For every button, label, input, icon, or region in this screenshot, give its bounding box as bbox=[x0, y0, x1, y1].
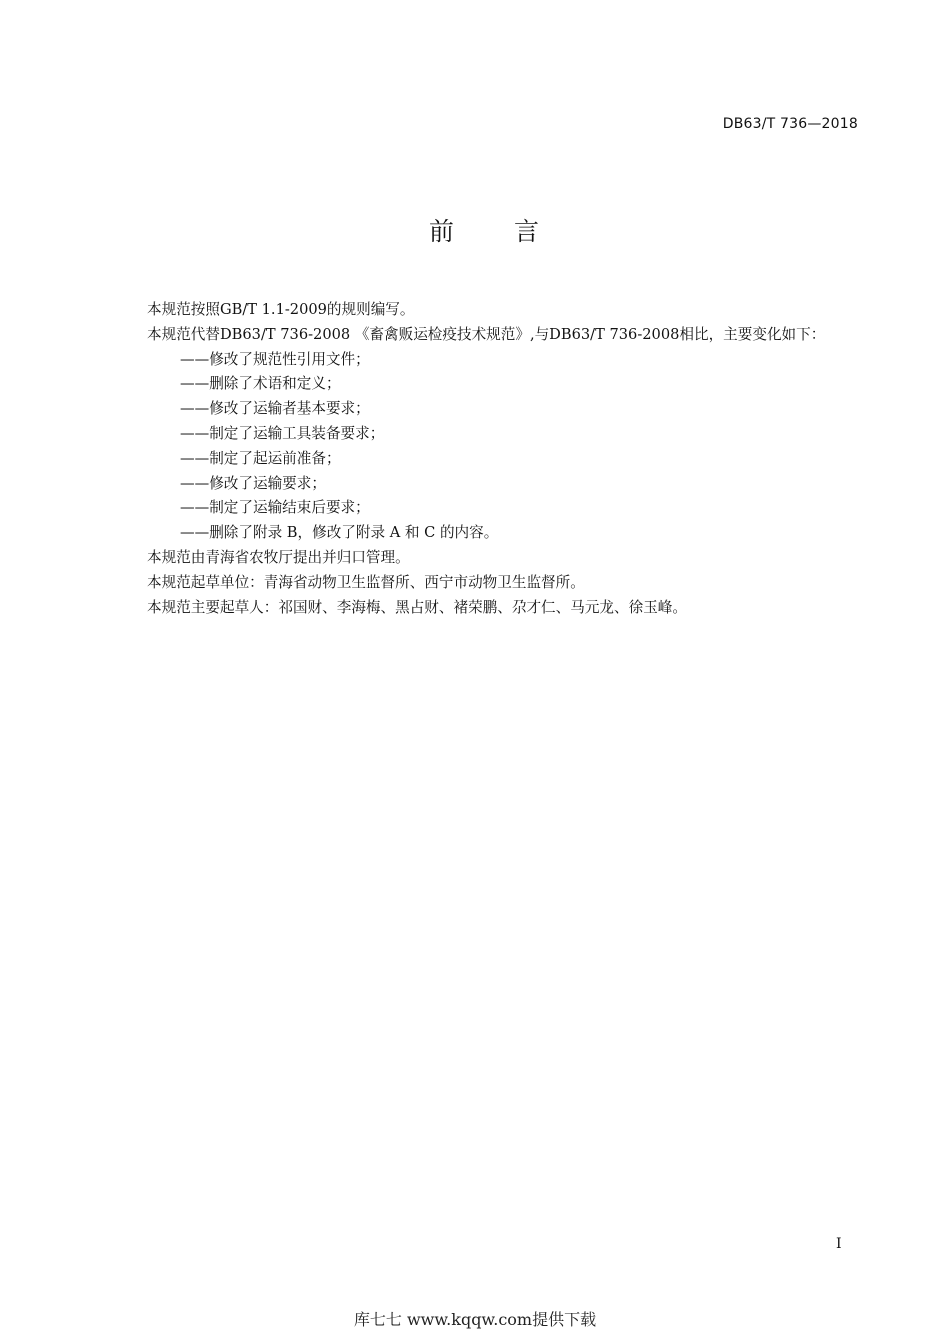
list-item: ——制定了运输工具装备要求； bbox=[180, 424, 385, 442]
title-char-1: 前 bbox=[428, 217, 456, 246]
list-item: ——修改了规范性引用文件； bbox=[180, 350, 370, 368]
paragraph-proposer: 本规范由青海省农牧厅提出并归口管理。 bbox=[147, 548, 410, 566]
page-number: I bbox=[836, 1236, 842, 1252]
paragraph-drafting-units: 本规范起草单位：青海省动物卫生监督所、西宁市动物卫生监督所。 bbox=[147, 573, 585, 591]
list-item: ——删除了附录 B，修改了附录 A 和 C 的内容。 bbox=[180, 524, 499, 542]
list-item: ——制定了运输结束后要求； bbox=[180, 499, 370, 517]
foreword-body bbox=[147, 298, 867, 620]
list-item: ——制定了起运前准备； bbox=[180, 449, 341, 467]
list-item: ——修改了运输要求； bbox=[180, 474, 326, 492]
page-title bbox=[0, 212, 950, 248]
paragraph-replacement: 本规范代替DB63/T 736-2008 《畜禽贩运检疫技术规范》,与DB63/T 736-2008相比，主要变化如下： bbox=[147, 325, 826, 343]
document-code: DB63/T 736—2018 bbox=[722, 116, 858, 132]
footer-watermark: 库七七 www.kqqw.com提供下载 bbox=[353, 1310, 597, 1329]
list-item: ——删除了术语和定义； bbox=[180, 375, 341, 393]
title-char-2: 言 bbox=[514, 217, 542, 246]
paragraph-drafters: 本规范主要起草人：祁国财、李海梅、黑占财、褚荣鹏、尕才仁、马元龙、徐玉峰。 bbox=[147, 598, 687, 616]
list-item: ——修改了运输者基本要求； bbox=[180, 400, 370, 418]
paragraph-drafting-rules: 本规范按照GB/T 1.1-2009的规则编写。 bbox=[147, 301, 415, 318]
